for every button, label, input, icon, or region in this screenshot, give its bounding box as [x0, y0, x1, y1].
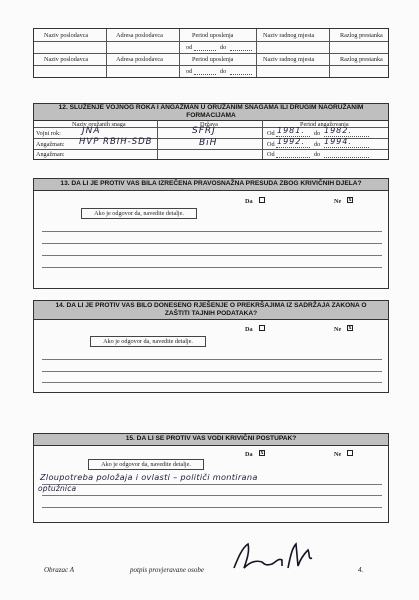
q15-yes-label: Da — [245, 451, 253, 458]
header-employment-period: Period uposlenja — [192, 56, 234, 63]
q14-no-checkbox[interactable]: x — [348, 325, 352, 331]
q15-title: 15. DA LI SE PROTIV VAS VODI KRIVIČNI POSTUPAK? — [34, 434, 388, 446]
military-section-title: 12. SLUŽENJE VOJNOG ROKA I ANGAŽMAN U ORUŽANIM SNAGAMA ILI DRUGIM NAORUŽANIM FORMACIJAMA — [34, 104, 388, 121]
q15-details-label: Ako je odgovor da, navedite detalje. — [88, 459, 204, 470]
period-od-label: od — [186, 44, 193, 51]
column-force-name: Naziv oružanih snaga — [72, 121, 126, 128]
military-service-label: Vojni rok: — [36, 130, 61, 137]
column-period: Period angažovanja — [300, 121, 349, 128]
military-service-to: 1982. — [324, 126, 352, 135]
header-employer-name: Naziv poslodavca — [44, 56, 89, 63]
header-employer-name: Naziv poslodavca — [44, 32, 89, 39]
military-service-force: JNA — [82, 126, 101, 136]
period-do-label: do — [220, 44, 227, 51]
engagement-label-1: Angažman: — [36, 141, 65, 148]
q13-no-label: Ne — [334, 198, 342, 205]
form-name: Obrazac A — [44, 566, 75, 574]
handwritten-signature — [228, 538, 320, 574]
column-state: Država — [200, 121, 218, 128]
engagement-to-1: 1994. — [324, 137, 352, 146]
header-employer-address: Adresa poslodavca — [116, 56, 163, 63]
military-service-from: 1981. — [277, 126, 305, 135]
military-do-label: do — [314, 130, 321, 137]
q14-yes-label: Da — [245, 326, 253, 333]
q13-no-checkbox[interactable]: x — [348, 197, 352, 203]
q15-yes-checkbox[interactable]: x — [260, 450, 264, 456]
signature-label: potpis provjeravane osobe — [130, 566, 205, 574]
header-employer-address: Adresa poslodavca — [116, 32, 163, 39]
q14-details-label: Ako je odgovor da, navedite detalje. — [90, 336, 206, 347]
period-do-label: do — [220, 68, 227, 75]
header-job-title: Naziv radnog mjesta — [263, 56, 315, 63]
military-od-label: Od — [267, 130, 275, 137]
military-service-section — [33, 103, 389, 160]
q13-title: 13. DA LI JE PROTIV VAS BILA IZREČENA PRAVOSNAŽNA PRESUDA ZBOG KRIVIČNIH DJELA? — [34, 179, 388, 191]
military-od-label: Od — [267, 141, 275, 148]
q14-yes-checkbox[interactable] — [259, 325, 265, 331]
q15-handwritten-answer-line2: optužnica — [38, 484, 77, 493]
q13-details-label: Ako je odgovor da, navedite detalje. — [81, 208, 197, 219]
military-do-label: do — [314, 141, 321, 148]
engagement-state-1: BiH — [199, 138, 218, 148]
header-job-title: Naziv radnog mjesta — [263, 32, 315, 39]
military-service-state: SFRJ — [192, 126, 216, 136]
engagement-from-1: 1992. — [277, 137, 305, 146]
military-do-label: do — [314, 151, 321, 158]
header-termination-reason: Razlog prestanka — [340, 32, 383, 39]
criminal-proceedings-section — [33, 433, 389, 523]
misdemeanor-section — [33, 300, 389, 393]
q14-no-label: Ne — [334, 326, 342, 333]
q14-title: 14. DA LI JE PROTIV VAS BILO DONESENO RJEŠENJE O PREKRŠAJIMA IZ SADRŽAJA ZAKONA O ZAŠTITI TAJNIH PODATAKA? — [34, 301, 388, 320]
header-termination-reason: Razlog prestanka — [340, 56, 383, 63]
employment-table — [33, 28, 389, 78]
military-od-label: Od — [267, 151, 275, 158]
q13-yes-checkbox[interactable] — [259, 197, 265, 203]
page-number: 4. — [358, 566, 364, 574]
criminal-conviction-section — [33, 178, 389, 289]
q15-no-label: Ne — [334, 451, 342, 458]
q15-no-checkbox[interactable] — [347, 450, 353, 456]
engagement-label-2: Angažman: — [36, 151, 65, 158]
period-od-label: od — [186, 68, 193, 75]
engagement-force-1: HVP RBIH-SDB — [79, 137, 153, 147]
q15-handwritten-answer-line1: Zloupotreba položaja i ovlasti – političi montirana — [40, 472, 258, 482]
q13-yes-label: Da — [245, 198, 253, 205]
header-employment-period: Period uposlenja — [192, 32, 234, 39]
